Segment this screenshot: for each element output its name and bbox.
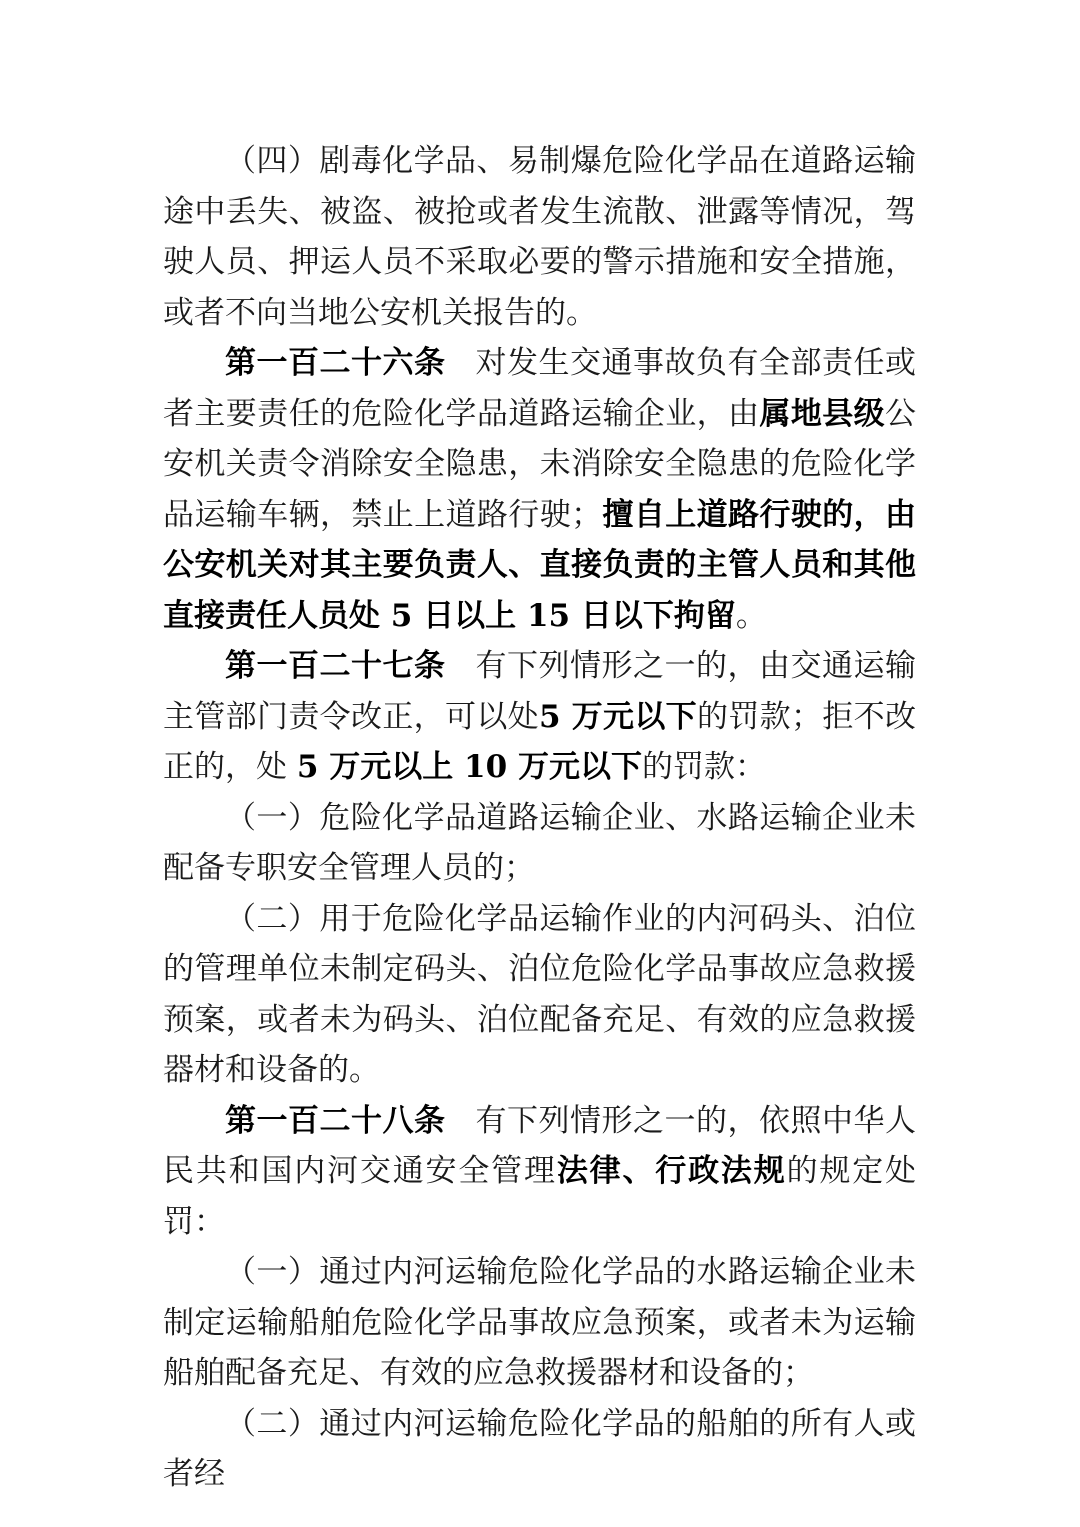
emphasized-text: 法律、行政法规 xyxy=(556,1153,787,1189)
emphasized-text: 属地县级 xyxy=(759,395,886,432)
list-item-paragraph xyxy=(163,793,916,894)
body-text: （二）通过内河运输危险化学品的船舶的所有人或者经 xyxy=(163,1405,916,1492)
emphasized-text: 5 万元以下 xyxy=(538,698,698,735)
body-text: 的规定处罚： xyxy=(163,1153,917,1240)
body-text: 有下列情形之一的，由交通运输主管部门责令改正，可以处 xyxy=(163,648,916,735)
list-item-paragraph xyxy=(163,1399,916,1500)
body-text: 的罚款： xyxy=(641,749,766,785)
body-text: （一）通过内河运输危险化学品的水路运输企业未制定运输船舶危险化学品事故应急预案，或者未为运输船舶配备充足、有效的应急救援器材和设备的； xyxy=(163,1254,916,1391)
emphasized-text: 5 万元以上 10 万元以下 xyxy=(296,749,642,785)
list-item-paragraph xyxy=(163,1247,916,1399)
body-text: 对发生交通事故负有全部责任或者主要责任的危险化学品道路运输企业，由 xyxy=(163,345,916,432)
article-paragraph xyxy=(163,641,916,793)
list-item-paragraph xyxy=(163,136,916,338)
emphasized-text: 擅自上道路行驶的，由公安机关对其主要负责人、直接负责的主管人员和其他直接责任人员处 5 日以上 15 日以下拘留 xyxy=(163,496,917,634)
body-text: （四）剧毒化学品、易制爆危险化学品在道路运输途中丢失、被盗、被抢或者发生流散、泄露等情况，驾驶人员、押运人员不采取必要的警示措施和安全措施，或者不向当地公安机关报告的。 xyxy=(163,143,916,331)
article-title: 第一百二十八条 xyxy=(225,1102,446,1139)
article-title: 第一百二十六条 xyxy=(225,345,446,381)
body-text: 的罚款；拒不改正的，处 xyxy=(163,698,917,785)
document-body xyxy=(163,136,916,1500)
body-text: 。 xyxy=(735,597,767,634)
list-item-paragraph xyxy=(163,894,916,1096)
article-paragraph xyxy=(163,1096,916,1248)
body-text: 公安机关责令消除安全隐患，未消除安全隐患的危险化学品运输车辆，禁止上道路行驶； xyxy=(163,395,917,533)
body-text: （一）危险化学品道路运输企业、水路运输企业未配备专职安全管理人员的； xyxy=(163,799,916,886)
body-text: （二）用于危险化学品运输作业的内河码头、泊位的管理单位未制定码头、泊位危险化学品事故应急救援预案，或者未为码头、泊位配备充足、有效的应急救援器材和设备的。 xyxy=(163,900,916,1088)
article-title: 第一百二十七条 xyxy=(225,648,446,684)
article-paragraph xyxy=(163,338,916,641)
body-text: 有下列情形之一的，依照中华人民共和国内河交通安全管理 xyxy=(163,1102,916,1189)
